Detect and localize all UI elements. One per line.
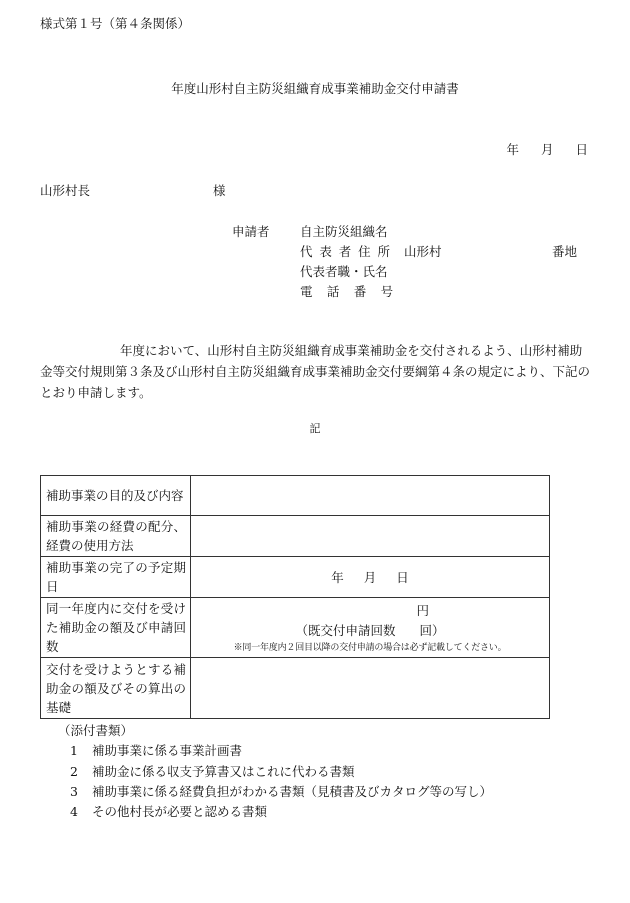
table-row — [41, 598, 550, 658]
item-number: 3 — [70, 784, 78, 799]
form-number: 様式第１号（第４条関係） — [40, 16, 191, 31]
list-item — [70, 782, 492, 800]
list-item — [70, 762, 355, 780]
organization-name-label: 自主防災組織名 — [300, 224, 388, 239]
table-row — [41, 557, 550, 598]
prior-count-open: （既交付申請回数 — [295, 622, 396, 638]
row-label: 同一年度内に交付を受けた補助金の額及び申請回数 — [41, 598, 191, 658]
yen-unit: 円 — [416, 602, 429, 618]
prior-count — [191, 621, 549, 641]
completion-day: 日 — [396, 570, 409, 585]
item-number: 1 — [70, 743, 78, 758]
prior-count-note: ※同一年度内２回目以降の交付申請の場合は必ず記載してください。 — [233, 642, 507, 653]
address-village: 山形村 — [404, 244, 442, 259]
date-year: 年 — [506, 142, 519, 157]
table-row — [41, 476, 550, 516]
addressee — [40, 181, 226, 199]
representative-address-label: 代表者住所 — [300, 244, 397, 259]
date-day: 日 — [575, 142, 588, 157]
item-text: その他村長が必要と認める書類 — [92, 804, 268, 819]
list-item — [70, 802, 267, 820]
completion-month: 月 — [363, 570, 377, 585]
application-table — [40, 475, 550, 719]
ki-mark: 記 — [309, 422, 321, 435]
application-date — [484, 140, 588, 158]
prior-grant-field[interactable] — [191, 598, 550, 658]
phone-number-label: 電話番号 — [300, 284, 408, 299]
list-item — [70, 741, 242, 759]
table-row — [41, 516, 550, 557]
item-number: 2 — [70, 764, 78, 779]
application-statement: 年度において、山形村自主防災組織育成事業補助金を交付されるよう、山形村補助金等交付規則第３条及び山形村自主防災組織育成事業補助金交付要綱第４条の規定により、下記のとおり申請します。 — [40, 343, 591, 400]
row-label: 補助事業の目的及び内容 — [41, 476, 191, 516]
addressee-honorific: 様 — [213, 183, 226, 198]
item-text: 補助事業に係る事業計画書 — [92, 743, 243, 758]
representative-title-name-label: 代表者職・氏名 — [300, 264, 388, 279]
addressee-name: 山形村長 — [40, 183, 91, 198]
table-row — [41, 658, 550, 719]
document-title: 年度山形村自主防災組織育成事業補助金交付申請書 — [171, 81, 459, 96]
address-banchi: 番地 — [552, 244, 578, 259]
expense-allocation-field[interactable] — [191, 516, 550, 557]
date-month: 月 — [540, 142, 554, 157]
attachments-title: （添付書類） — [58, 723, 134, 738]
purpose-content-field[interactable] — [191, 476, 550, 516]
prior-count-close: 回） — [419, 622, 445, 638]
item-text: 補助事業に係る経費負担がわかる書類（見積書及びカタログ等の写し） — [92, 784, 493, 799]
row-label: 補助事業の完了の予定期日 — [41, 557, 191, 598]
row-label: 補助事業の経費の配分、経費の使用方法 — [41, 516, 191, 557]
completion-date-field[interactable] — [191, 557, 550, 598]
row-label: 交付を受けようとする補助金の額及びその算出の基礎 — [41, 658, 191, 719]
requested-amount-field[interactable] — [191, 658, 550, 719]
completion-year: 年 — [331, 570, 344, 585]
item-text: 補助金に係る収支予算書又はこれに代わる書類 — [92, 764, 355, 779]
applicant-label: 申請者 — [232, 224, 270, 239]
item-number: 4 — [70, 804, 78, 819]
